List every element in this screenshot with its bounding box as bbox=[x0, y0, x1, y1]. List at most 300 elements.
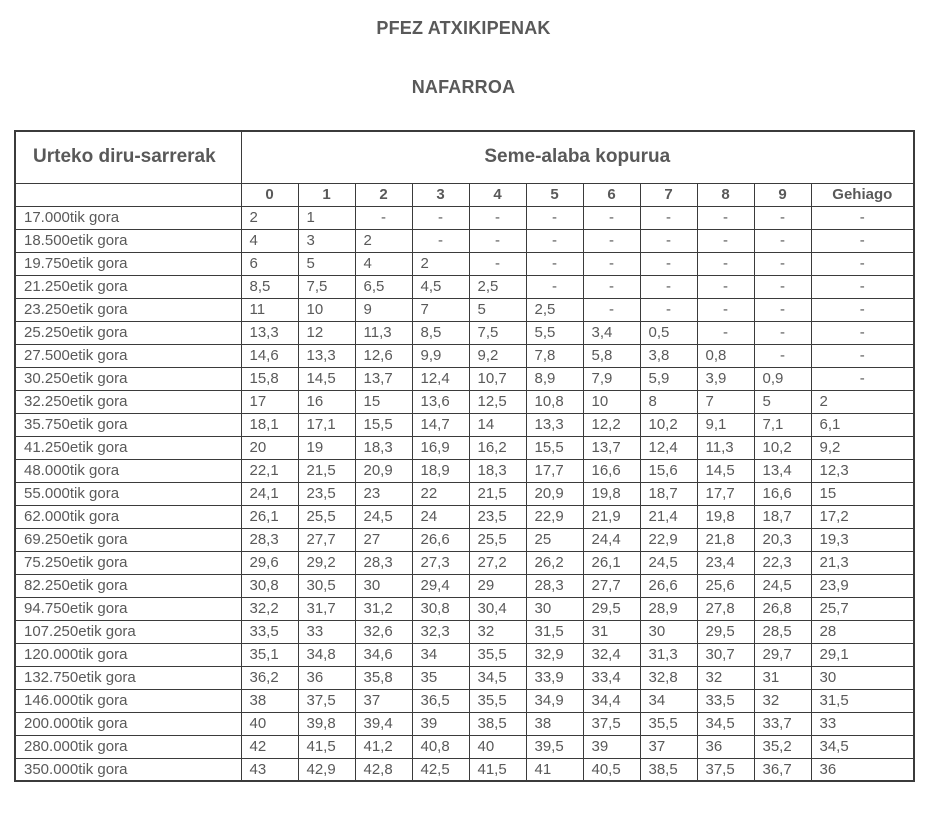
data-cell: 33,4 bbox=[583, 666, 640, 689]
data-cell: 5,9 bbox=[640, 367, 697, 390]
data-cell: 27,7 bbox=[298, 528, 355, 551]
data-cell: 7 bbox=[697, 390, 754, 413]
data-cell: 38,5 bbox=[640, 758, 697, 781]
data-cell: 36 bbox=[298, 666, 355, 689]
data-cell: 16 bbox=[298, 390, 355, 413]
data-cell: 34,4 bbox=[583, 689, 640, 712]
data-cell: 14,7 bbox=[412, 413, 469, 436]
data-cell: 30,4 bbox=[469, 597, 526, 620]
data-cell: 29,2 bbox=[298, 551, 355, 574]
table-row bbox=[15, 758, 914, 781]
data-cell: 0,8 bbox=[697, 344, 754, 367]
column-header: 8 bbox=[697, 183, 754, 206]
data-cell: 2,5 bbox=[469, 275, 526, 298]
data-cell: 18,7 bbox=[754, 505, 811, 528]
data-cell: 24,5 bbox=[640, 551, 697, 574]
data-cell: 35,8 bbox=[355, 666, 412, 689]
data-cell: 12,4 bbox=[640, 436, 697, 459]
row-label: 146.000tik gora bbox=[15, 689, 241, 712]
table-row bbox=[15, 735, 914, 758]
data-cell: 24,1 bbox=[241, 482, 298, 505]
data-cell: - bbox=[526, 229, 583, 252]
table-row bbox=[15, 666, 914, 689]
table-row bbox=[15, 252, 914, 275]
data-cell: 23 bbox=[355, 482, 412, 505]
data-cell: 33,9 bbox=[526, 666, 583, 689]
data-cell: 39,8 bbox=[298, 712, 355, 735]
data-cell: 17 bbox=[241, 390, 298, 413]
data-cell: - bbox=[583, 229, 640, 252]
data-cell: 20,3 bbox=[754, 528, 811, 551]
row-label: 21.250etik gora bbox=[15, 275, 241, 298]
column-header: 1 bbox=[298, 183, 355, 206]
data-cell: 27 bbox=[355, 528, 412, 551]
data-cell: 25,7 bbox=[811, 597, 914, 620]
data-cell: 41,5 bbox=[469, 758, 526, 781]
data-cell: 2,5 bbox=[526, 298, 583, 321]
data-cell: 2 bbox=[355, 229, 412, 252]
data-cell: - bbox=[412, 206, 469, 229]
data-cell: 42 bbox=[241, 735, 298, 758]
data-cell: 14,6 bbox=[241, 344, 298, 367]
data-cell: 23,9 bbox=[811, 574, 914, 597]
data-cell: 37,5 bbox=[583, 712, 640, 735]
data-cell: 32 bbox=[754, 689, 811, 712]
column-header: 0 bbox=[241, 183, 298, 206]
data-cell: 42,5 bbox=[412, 758, 469, 781]
data-cell: 5 bbox=[298, 252, 355, 275]
data-cell: 30,8 bbox=[241, 574, 298, 597]
data-cell: 27,8 bbox=[697, 597, 754, 620]
data-cell: 35,5 bbox=[469, 689, 526, 712]
table-row bbox=[15, 413, 914, 436]
data-cell: 16,2 bbox=[469, 436, 526, 459]
data-cell: 18,3 bbox=[469, 459, 526, 482]
row-label: 30.250etik gora bbox=[15, 367, 241, 390]
data-cell: 11 bbox=[241, 298, 298, 321]
data-cell: 26,8 bbox=[754, 597, 811, 620]
data-cell: 15,5 bbox=[355, 413, 412, 436]
table-row bbox=[15, 367, 914, 390]
data-cell: 36 bbox=[811, 758, 914, 781]
data-cell: 24,5 bbox=[754, 574, 811, 597]
data-cell: 17,7 bbox=[526, 459, 583, 482]
row-label: 27.500etik gora bbox=[15, 344, 241, 367]
data-cell: 31,3 bbox=[640, 643, 697, 666]
data-cell: 34,5 bbox=[811, 735, 914, 758]
data-cell: 16,6 bbox=[583, 459, 640, 482]
data-cell: 32,3 bbox=[412, 620, 469, 643]
data-cell: 13,4 bbox=[754, 459, 811, 482]
data-cell: 34,9 bbox=[526, 689, 583, 712]
table-row bbox=[15, 436, 914, 459]
page-subtitle: NAFARROA bbox=[411, 77, 516, 97]
data-cell: 28 bbox=[811, 620, 914, 643]
data-cell: 11,3 bbox=[697, 436, 754, 459]
data-cell: 28,9 bbox=[640, 597, 697, 620]
data-cell: - bbox=[697, 321, 754, 344]
data-cell: 30,7 bbox=[697, 643, 754, 666]
income-column-header: Urteko diru-sarrerak bbox=[15, 131, 241, 183]
data-cell: 10,2 bbox=[640, 413, 697, 436]
data-cell: 17,2 bbox=[811, 505, 914, 528]
data-cell: 19,8 bbox=[583, 482, 640, 505]
data-cell: 10 bbox=[298, 298, 355, 321]
data-cell: 29,5 bbox=[697, 620, 754, 643]
table-row bbox=[15, 574, 914, 597]
data-cell: - bbox=[754, 275, 811, 298]
data-cell: 24,4 bbox=[583, 528, 640, 551]
table-row bbox=[15, 528, 914, 551]
table-row bbox=[15, 482, 914, 505]
row-label: 32.250etik gora bbox=[15, 390, 241, 413]
data-cell: 2 bbox=[811, 390, 914, 413]
data-cell: 21,5 bbox=[469, 482, 526, 505]
data-cell: 31,5 bbox=[526, 620, 583, 643]
data-cell: 34,5 bbox=[697, 712, 754, 735]
data-cell: 38 bbox=[241, 689, 298, 712]
data-cell: 24 bbox=[412, 505, 469, 528]
data-cell: - bbox=[697, 206, 754, 229]
row-label: 82.250etik gora bbox=[15, 574, 241, 597]
data-cell: 10,8 bbox=[526, 390, 583, 413]
table-row bbox=[15, 390, 914, 413]
data-cell: 28,3 bbox=[241, 528, 298, 551]
data-cell: 25,6 bbox=[697, 574, 754, 597]
data-cell: 22,9 bbox=[526, 505, 583, 528]
data-cell: - bbox=[811, 275, 914, 298]
data-cell: 29,5 bbox=[583, 597, 640, 620]
data-cell: 1 bbox=[298, 206, 355, 229]
data-cell: 2 bbox=[412, 252, 469, 275]
data-cell: 13,7 bbox=[355, 367, 412, 390]
data-cell: 12 bbox=[298, 321, 355, 344]
data-cell: 7,5 bbox=[469, 321, 526, 344]
data-cell: 34,5 bbox=[469, 666, 526, 689]
row-label: 25.250etik gora bbox=[15, 321, 241, 344]
data-cell: - bbox=[583, 298, 640, 321]
data-cell: 29,4 bbox=[412, 574, 469, 597]
data-cell: 7,8 bbox=[526, 344, 583, 367]
row-label: 62.000tik gora bbox=[15, 505, 241, 528]
data-cell: 7,9 bbox=[583, 367, 640, 390]
column-header: 9 bbox=[754, 183, 811, 206]
data-cell: 5 bbox=[754, 390, 811, 413]
data-cell: - bbox=[526, 252, 583, 275]
data-cell: 19 bbox=[298, 436, 355, 459]
data-cell: 33,5 bbox=[241, 620, 298, 643]
data-cell: 22,3 bbox=[754, 551, 811, 574]
row-label: 132.750etik gora bbox=[15, 666, 241, 689]
data-cell: - bbox=[583, 206, 640, 229]
data-cell: 15 bbox=[355, 390, 412, 413]
data-cell: - bbox=[811, 206, 914, 229]
data-cell: 13,3 bbox=[241, 321, 298, 344]
data-cell: 5,5 bbox=[526, 321, 583, 344]
data-cell: 39 bbox=[583, 735, 640, 758]
data-cell: 41,5 bbox=[298, 735, 355, 758]
data-cell: 29,1 bbox=[811, 643, 914, 666]
data-cell: 12,5 bbox=[469, 390, 526, 413]
data-cell: 42,8 bbox=[355, 758, 412, 781]
data-cell: 25 bbox=[526, 528, 583, 551]
column-header: 7 bbox=[640, 183, 697, 206]
data-cell: 32,2 bbox=[241, 597, 298, 620]
table-row bbox=[15, 229, 914, 252]
data-cell: 18,1 bbox=[241, 413, 298, 436]
data-cell: 8,9 bbox=[526, 367, 583, 390]
data-cell: 37,5 bbox=[298, 689, 355, 712]
data-cell: 9,2 bbox=[811, 436, 914, 459]
data-cell: 38 bbox=[526, 712, 583, 735]
data-cell: 25,5 bbox=[469, 528, 526, 551]
data-cell: 31,7 bbox=[298, 597, 355, 620]
data-cell: 37 bbox=[640, 735, 697, 758]
data-cell: - bbox=[697, 252, 754, 275]
data-cell: 5 bbox=[469, 298, 526, 321]
page-title: PFEZ ATXIKIPENAK bbox=[376, 18, 551, 38]
data-cell: - bbox=[583, 275, 640, 298]
data-cell: 33 bbox=[811, 712, 914, 735]
column-header: 5 bbox=[526, 183, 583, 206]
data-cell: 22 bbox=[412, 482, 469, 505]
data-cell: 7 bbox=[412, 298, 469, 321]
data-cell: 10,7 bbox=[469, 367, 526, 390]
data-cell: 16,6 bbox=[754, 482, 811, 505]
data-cell: 36,5 bbox=[412, 689, 469, 712]
data-cell: - bbox=[640, 229, 697, 252]
data-cell: 41,2 bbox=[355, 735, 412, 758]
data-cell: 4,5 bbox=[412, 275, 469, 298]
data-cell: 34 bbox=[412, 643, 469, 666]
data-cell: 39,4 bbox=[355, 712, 412, 735]
row-label: 48.000tik gora bbox=[15, 459, 241, 482]
data-cell: - bbox=[640, 275, 697, 298]
table-row bbox=[15, 459, 914, 482]
table-row bbox=[15, 597, 914, 620]
data-cell: 27,3 bbox=[412, 551, 469, 574]
table-header-row bbox=[15, 131, 914, 183]
data-cell: 0,5 bbox=[640, 321, 697, 344]
table-row bbox=[15, 551, 914, 574]
data-cell: 31,5 bbox=[811, 689, 914, 712]
data-cell: 23,5 bbox=[298, 482, 355, 505]
data-cell: 35 bbox=[412, 666, 469, 689]
data-cell: 10,2 bbox=[754, 436, 811, 459]
row-label: 17.000tik gora bbox=[15, 206, 241, 229]
data-cell: 35,5 bbox=[640, 712, 697, 735]
table-row bbox=[15, 206, 914, 229]
column-header: 3 bbox=[412, 183, 469, 206]
row-label: 75.250etik gora bbox=[15, 551, 241, 574]
data-cell: 40 bbox=[469, 735, 526, 758]
data-cell: 34,6 bbox=[355, 643, 412, 666]
data-cell: 19,8 bbox=[697, 505, 754, 528]
data-cell: 8 bbox=[640, 390, 697, 413]
row-label: 107.250etik gora bbox=[15, 620, 241, 643]
data-cell: - bbox=[469, 252, 526, 275]
data-cell: 26,1 bbox=[241, 505, 298, 528]
data-cell: - bbox=[811, 252, 914, 275]
data-cell: 6,1 bbox=[811, 413, 914, 436]
data-cell: 23,5 bbox=[469, 505, 526, 528]
data-cell: 30,5 bbox=[298, 574, 355, 597]
data-cell: 31 bbox=[583, 620, 640, 643]
data-cell: 34,8 bbox=[298, 643, 355, 666]
data-cell: 18,3 bbox=[355, 436, 412, 459]
data-cell: 15,8 bbox=[241, 367, 298, 390]
data-cell: 15 bbox=[811, 482, 914, 505]
data-cell: 13,7 bbox=[583, 436, 640, 459]
data-cell: 14,5 bbox=[697, 459, 754, 482]
data-cell: - bbox=[640, 298, 697, 321]
data-cell: 17,7 bbox=[697, 482, 754, 505]
data-cell: 21,3 bbox=[811, 551, 914, 574]
table-row bbox=[15, 620, 914, 643]
table-row bbox=[15, 505, 914, 528]
row-label: 94.750etik gora bbox=[15, 597, 241, 620]
data-cell: 16,9 bbox=[412, 436, 469, 459]
row-label: 18.500etik gora bbox=[15, 229, 241, 252]
row-label: 55.000tik gora bbox=[15, 482, 241, 505]
data-cell: 23,4 bbox=[697, 551, 754, 574]
column-header: 4 bbox=[469, 183, 526, 206]
data-cell: 28,3 bbox=[355, 551, 412, 574]
data-cell: 21,4 bbox=[640, 505, 697, 528]
data-cell: 39 bbox=[412, 712, 469, 735]
data-cell: 3,4 bbox=[583, 321, 640, 344]
data-cell: 11,3 bbox=[355, 321, 412, 344]
table-body bbox=[15, 206, 914, 781]
data-cell: 17,1 bbox=[298, 413, 355, 436]
data-cell: 31 bbox=[754, 666, 811, 689]
data-cell: 2 bbox=[241, 206, 298, 229]
data-cell: - bbox=[754, 298, 811, 321]
data-cell: 21,9 bbox=[583, 505, 640, 528]
data-cell: 29 bbox=[469, 574, 526, 597]
data-cell: - bbox=[526, 275, 583, 298]
data-cell: 9,2 bbox=[469, 344, 526, 367]
column-header: 2 bbox=[355, 183, 412, 206]
data-cell: - bbox=[412, 229, 469, 252]
data-cell: - bbox=[469, 206, 526, 229]
data-cell: 3,8 bbox=[640, 344, 697, 367]
data-cell: 12,4 bbox=[412, 367, 469, 390]
row-label: 69.250etik gora bbox=[15, 528, 241, 551]
data-cell: 33 bbox=[298, 620, 355, 643]
data-cell: 4 bbox=[241, 229, 298, 252]
data-cell: 31,2 bbox=[355, 597, 412, 620]
data-cell: 37 bbox=[355, 689, 412, 712]
data-cell: 40 bbox=[241, 712, 298, 735]
data-cell: 9,9 bbox=[412, 344, 469, 367]
empty-corner-cell bbox=[15, 183, 241, 206]
data-cell: 24,5 bbox=[355, 505, 412, 528]
data-cell: 5,8 bbox=[583, 344, 640, 367]
column-header: 6 bbox=[583, 183, 640, 206]
data-cell: 12,2 bbox=[583, 413, 640, 436]
data-cell: - bbox=[697, 275, 754, 298]
data-cell: - bbox=[355, 206, 412, 229]
table-row bbox=[15, 344, 914, 367]
data-cell: 10 bbox=[583, 390, 640, 413]
data-cell: 26,6 bbox=[640, 574, 697, 597]
data-cell: 3 bbox=[298, 229, 355, 252]
row-label: 200.000tik gora bbox=[15, 712, 241, 735]
column-header: Gehiago bbox=[811, 183, 914, 206]
data-cell: - bbox=[811, 344, 914, 367]
data-cell: 27,2 bbox=[469, 551, 526, 574]
data-cell: - bbox=[754, 229, 811, 252]
data-cell: 7,1 bbox=[754, 413, 811, 436]
data-cell: 28,3 bbox=[526, 574, 583, 597]
data-cell: 7,5 bbox=[298, 275, 355, 298]
data-cell: 15,6 bbox=[640, 459, 697, 482]
data-cell: - bbox=[526, 206, 583, 229]
data-cell: 40,8 bbox=[412, 735, 469, 758]
row-label: 120.000tik gora bbox=[15, 643, 241, 666]
data-cell: - bbox=[469, 229, 526, 252]
data-cell: 32 bbox=[469, 620, 526, 643]
row-label: 41.250etik gora bbox=[15, 436, 241, 459]
data-cell: - bbox=[811, 321, 914, 344]
data-cell: 32,8 bbox=[640, 666, 697, 689]
data-cell: 19,3 bbox=[811, 528, 914, 551]
data-cell: - bbox=[811, 298, 914, 321]
children-count-group-header: Seme-alaba kopurua bbox=[241, 131, 914, 183]
data-cell: 0,9 bbox=[754, 367, 811, 390]
data-cell: 20,9 bbox=[355, 459, 412, 482]
data-cell: 35,1 bbox=[241, 643, 298, 666]
data-cell: 18,7 bbox=[640, 482, 697, 505]
data-cell: - bbox=[811, 229, 914, 252]
column-header-row bbox=[15, 183, 914, 206]
data-cell: 41 bbox=[526, 758, 583, 781]
data-cell: 28,5 bbox=[754, 620, 811, 643]
data-cell: 32 bbox=[697, 666, 754, 689]
data-cell: 42,9 bbox=[298, 758, 355, 781]
table-row bbox=[15, 275, 914, 298]
data-cell: 35,5 bbox=[469, 643, 526, 666]
data-cell: 30 bbox=[526, 597, 583, 620]
data-cell: 33,5 bbox=[697, 689, 754, 712]
data-cell: 9,1 bbox=[697, 413, 754, 436]
row-label: 19.750etik gora bbox=[15, 252, 241, 275]
data-cell: 32,9 bbox=[526, 643, 583, 666]
data-cell: 40,5 bbox=[583, 758, 640, 781]
data-cell: - bbox=[697, 298, 754, 321]
row-label: 35.750etik gora bbox=[15, 413, 241, 436]
data-cell: 33,7 bbox=[754, 712, 811, 735]
data-cell: 13,6 bbox=[412, 390, 469, 413]
data-cell: 15,5 bbox=[526, 436, 583, 459]
data-cell: 9 bbox=[355, 298, 412, 321]
data-cell: 3,9 bbox=[697, 367, 754, 390]
data-cell: 26,2 bbox=[526, 551, 583, 574]
withholding-table bbox=[14, 130, 915, 782]
row-label: 280.000tik gora bbox=[15, 735, 241, 758]
data-cell: 32,4 bbox=[583, 643, 640, 666]
data-cell: 35,2 bbox=[754, 735, 811, 758]
data-cell: - bbox=[640, 206, 697, 229]
data-cell: 36 bbox=[697, 735, 754, 758]
data-cell: - bbox=[754, 206, 811, 229]
data-cell: 32,6 bbox=[355, 620, 412, 643]
table-row bbox=[15, 689, 914, 712]
data-cell: 25,5 bbox=[298, 505, 355, 528]
data-cell: 6,5 bbox=[355, 275, 412, 298]
table-row bbox=[15, 643, 914, 666]
